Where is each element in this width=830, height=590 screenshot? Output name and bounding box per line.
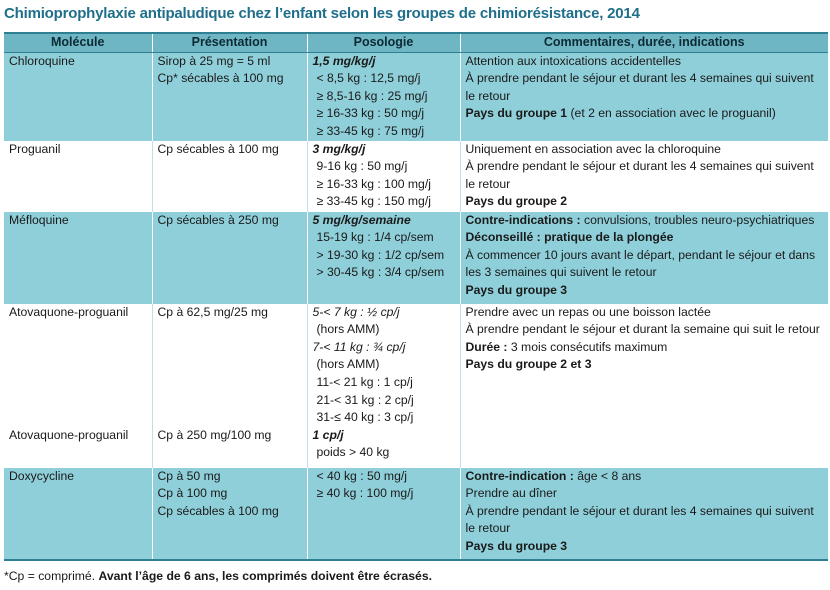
dose-line: > 19-30 kg : 1/2 cp/sem [316,247,445,262]
hors-amm-note: (hors AMM) [316,322,380,337]
comment-line: Uniquement en association avec la chloroquine [465,141,721,156]
dose-line: < 8,5 kg : 12,5 mg/j [316,71,421,86]
dose-line: ≥ 8,5-16 kg : 25 mg/j [316,88,428,103]
dose-line-italic: 5-< 7 kg : ½ cp/j [312,304,400,319]
footnote [4,569,432,583]
comment-line: À prendre pendant le séjour et durant les 4 semaines qui suivent [465,159,814,174]
contraindication-text: âge < 8 ans [573,468,642,483]
table-row-mefloquine [4,212,828,304]
presentation-cell [152,212,307,304]
header-presentation: Présentation [152,33,307,52]
chemoprophylaxis-table [4,32,828,561]
group-label: Pays du groupe 2 [465,194,568,209]
dose-main: 3 mg/kg/j [312,141,366,156]
dose-line-italic: 7-< 11 kg : ¾ cp/j [312,339,406,354]
group-label: Pays du groupe 3 [465,282,568,297]
molecule-cell [4,212,152,304]
duree-label: Durée : [465,339,508,354]
table-row-atovaquone [4,304,828,468]
comment-line: À commencer 10 jours avant le départ, pendant le séjour et dans [465,247,816,262]
comments-cell [460,212,828,304]
molecule-name: Doxycycline [9,468,75,483]
presentation-line: Cp à 62,5 mg/25 mg [157,304,268,319]
molecule-name-2: Atovaquone-proguanil [9,427,129,442]
comment-line: À prendre pendant le séjour et durant les 4 semaines qui suivent [465,503,814,518]
header-posologie: Posologie [307,33,460,52]
comment-line: À prendre pendant le séjour et durant les 4 semaines qui suivent [465,71,814,86]
dose-line-2: poids > 40 kg [316,445,390,460]
comment-line: Attention aux intoxications accidentelles [465,53,681,68]
comment-line: Prendre au dîner [465,486,557,501]
duree-line [466,339,824,357]
hors-amm-note: (hors AMM) [316,357,380,372]
dose-main-2: 1 cp/j [312,427,344,442]
dose-line: 31-≤ 40 kg : 3 cp/j [316,410,414,425]
molecule-name: Atovaquone-proguanil [9,304,129,319]
dose-main: 5 mg/kg/semaine [312,212,411,227]
molecule-cell [4,468,152,560]
molecule-cell [4,304,152,468]
contraindication-text: convulsions, troubles neuro-psychiatriques [580,212,815,227]
header-row [4,33,828,52]
dose-line: > 30-45 kg : 3/4 cp/sem [316,265,445,280]
contraindication-line [466,468,824,486]
group-label: Pays du groupe 2 et 3 [465,357,592,372]
presentation-line: Sirop à 25 mg = 5 ml [157,53,271,68]
group-label: Pays du groupe 1 [465,106,568,121]
dose-line: ≥ 33-45 kg : 75 mg/j [316,123,425,138]
dose-line: < 40 kg : 50 mg/j [316,468,407,483]
comment-line: le retour [465,176,511,191]
footnote-warning: Avant l’âge de 6 ans, les comprimés doivent être écrasés. [98,569,432,583]
presentation-cell [152,141,307,212]
comments-cell [460,304,828,468]
group-note: (et 2 en association avec le proguanil) [567,106,776,121]
presentation-line: Cp sécables à 250 mg [157,212,279,227]
comment-line: À prendre pendant le séjour et durant la semaine qui suit le retour [465,322,820,337]
contraindication-line [466,212,824,230]
presentation-line: Cp sécables à 100 mg [157,503,279,518]
comment-line: le retour [465,521,511,536]
presentation-line: Cp* sécables à 100 mg [157,71,284,86]
dose-line: 15-19 kg : 1/4 cp/sem [316,230,434,245]
presentation-cell [152,468,307,560]
molecule-name: Proguanil [9,141,61,156]
posologie-cell [307,468,460,560]
presentation-line-2: Cp à 250 mg/100 mg [157,427,272,442]
table-title: Chimioprophylaxie antipaludique chez l’enfant selon les groupes de chimiorésistance, 2014 [4,5,640,22]
comments-cell [460,468,828,560]
dose-line: 11-< 21 kg : 1 cp/j [316,374,413,389]
deconseille-line: Déconseillé : pratique de la plongée [465,230,674,245]
comment-line: les 3 semaines qui suivent le retour [465,265,657,280]
group-label: Pays du groupe 3 [465,538,568,553]
dose-line: ≥ 16-33 kg : 50 mg/j [316,106,425,121]
comments-cell [460,52,828,140]
contraindication-label: Contre-indication : [465,468,574,483]
posologie-cell [307,52,460,140]
comment-line: le retour [465,88,511,103]
table-row-chloroquine [4,52,828,140]
comments-cell [460,141,828,212]
posologie-cell [307,212,460,304]
footnote-prefix: *Cp = comprimé. [4,569,99,583]
comment-line: Prendre avec un repas ou une boisson lactée [465,304,711,319]
duree-text: 3 mois consécutifs maximum [507,339,668,354]
dose-line: 21-< 31 kg : 2 cp/j [316,392,414,407]
dose-line: ≥ 40 kg : 100 mg/j [316,486,414,501]
molecule-name: Chloroquine [9,53,75,68]
group-line [466,105,824,123]
table-row-doxycycline [4,468,828,560]
dose-line: 9-16 kg : 50 mg/j [316,159,408,174]
molecule-cell [4,52,152,140]
presentation-line: Cp à 100 mg [157,486,228,501]
header-molecule: Molécule [4,33,152,52]
molecule-name: Méfloquine [9,212,69,227]
presentation-line: Cp à 50 mg [157,468,221,483]
dose-line: ≥ 33-45 kg : 150 mg/j [316,194,431,209]
dose-line: ≥ 16-33 kg : 100 mg/j [316,176,431,191]
table-row-proguanil [4,141,828,212]
presentation-cell [152,52,307,140]
molecule-cell [4,141,152,212]
posologie-cell [307,304,460,468]
contraindication-label: Contre-indications : [465,212,581,227]
posologie-cell [307,141,460,212]
presentation-cell [152,304,307,468]
presentation-line: Cp sécables à 100 mg [157,141,279,156]
dose-main: 1,5 mg/kg/j [312,53,376,68]
header-comments: Commentaires, durée, indications [460,33,828,52]
